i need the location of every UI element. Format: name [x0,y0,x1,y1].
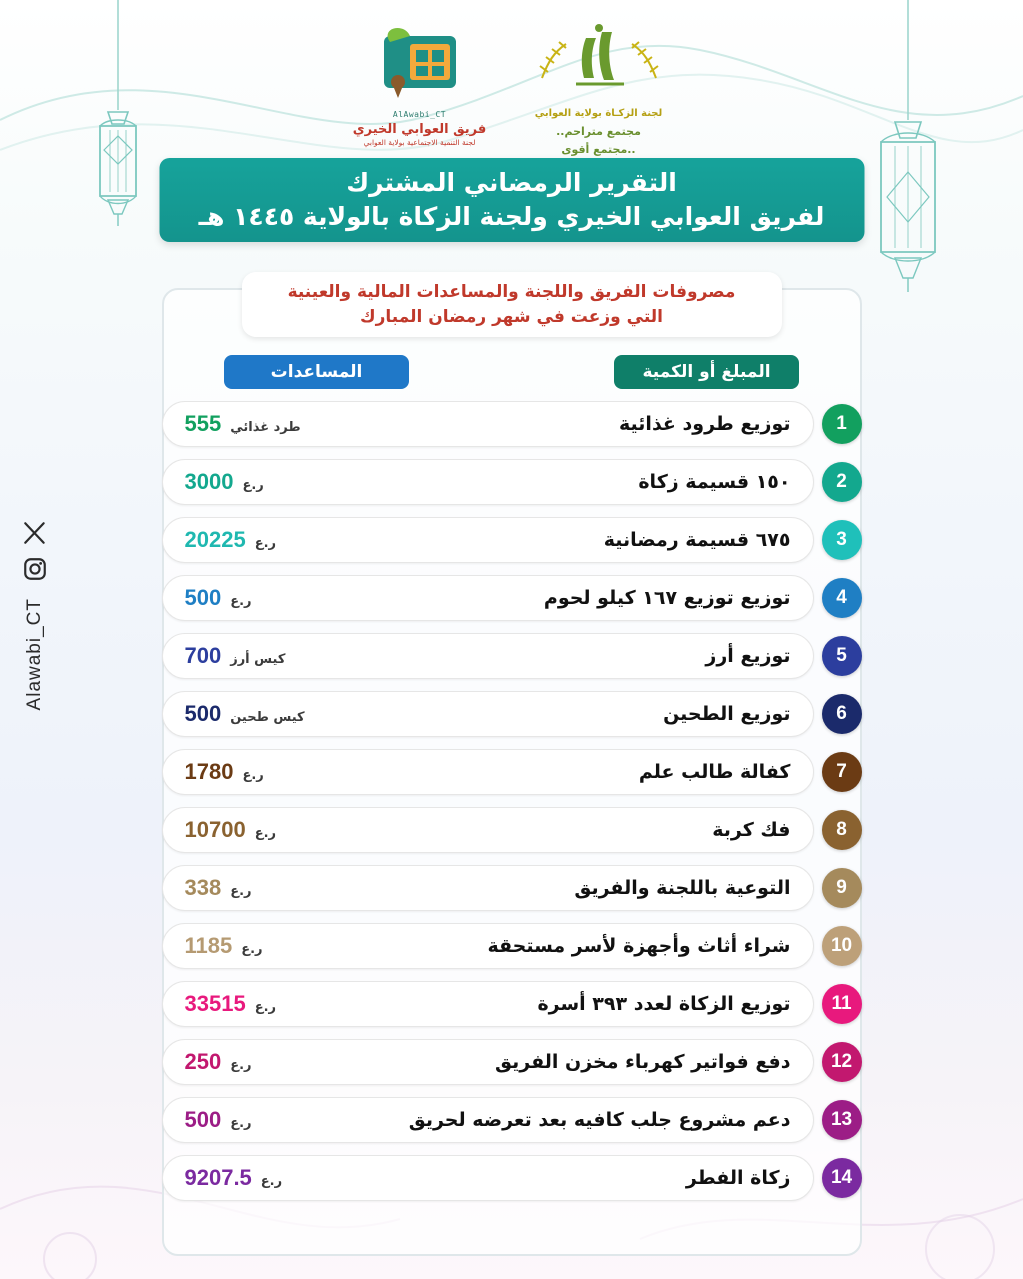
row-quantity-group [185,701,305,727]
row-value: 20225 [184,527,246,552]
row-aid-label: ١٥٠ قسيمة زكاة [638,471,791,493]
row-quantity-group [185,1107,252,1133]
row-number-badge: 11 [822,984,862,1024]
row-number-badge: 4 [822,578,862,618]
row-unit: ر.ع [230,1116,252,1131]
row-number-badge: 9 [822,868,862,908]
row-value: 500 [184,1107,222,1132]
row-pill [162,1155,814,1201]
row-quantity-group [185,875,252,901]
charity-team-logo-icon [350,18,490,104]
row-value: 500 [184,585,222,610]
zakat-committee-name: لجنة الزكـاة بولاية العوابي [534,108,663,119]
row-quantity-group [185,527,277,553]
row-value: 700 [184,643,222,668]
table-row [162,1037,862,1087]
row-number-badge: 5 [822,636,862,676]
row-quantity-group [185,933,263,959]
row-aid-label: توزيع طرود غذائية [619,413,791,435]
row-unit: ر.ع [254,536,276,551]
row-unit: كيس أرز [230,652,286,667]
logo-zakat-committee [524,18,674,157]
row-aid-label: زكاة الفطر [685,1167,791,1189]
table-row [162,979,862,1029]
social-handle: Alawabi_CT [24,598,45,711]
row-unit: ر.ع [230,594,252,609]
row-number-badge: 3 [822,520,862,560]
social-block [22,520,48,710]
row-pill [162,459,814,505]
charity-team-name: فريق العوابي الخيري [352,122,487,137]
table-row [162,921,862,971]
row-pill [162,807,814,853]
row-unit: ر.ع [230,1058,252,1073]
x-twitter-icon[interactable] [22,520,48,546]
report-subtitle [242,272,782,337]
row-quantity-group [185,411,301,437]
row-value: 555 [184,411,222,436]
row-pill [162,865,814,911]
row-number-badge: 6 [822,694,862,734]
row-number-badge: 2 [822,462,862,502]
charity-team-mono-label: AlAwabi_CT [392,110,447,119]
row-pill [162,923,814,969]
row-number-badge: 14 [822,1158,862,1198]
row-pill [162,1097,814,1143]
row-unit: ر.ع [254,1000,276,1015]
row-pill [162,633,814,679]
report-title-banner [159,158,864,242]
row-pill [162,749,814,795]
row-pill [162,575,814,621]
row-pill [162,517,814,563]
zakat-committee-tagline-2: ..مجتمع أقوى [561,142,636,156]
row-quantity-group [185,759,264,785]
row-aid-label: ٦٧٥ قسيمة رمضانية [603,529,791,551]
table-row [162,747,862,797]
report-subtitle-line-1: مصروفات الفريق واللجنة والمساعدات المالية والعينية [287,282,736,302]
table-row [162,805,862,855]
row-quantity-group [185,585,252,611]
row-value: 338 [184,875,222,900]
row-aid-label: فك كربة [712,819,791,841]
row-value: 1780 [184,759,234,784]
row-pill [162,981,814,1027]
row-unit: ر.ع [254,826,276,841]
table-row [162,457,862,507]
row-number-badge: 13 [822,1100,862,1140]
header-logos [0,18,1023,157]
table-row [162,631,862,681]
row-quantity-group [185,469,264,495]
row-aid-label: شراء أثاث وأجهزة لأسر مستحقة [487,935,791,957]
row-number-badge: 8 [822,810,862,850]
row-aid-label: توزيع أرز [705,645,791,667]
report-subtitle-line-2: التي وزعت في شهر رمضان المبارك [360,306,664,327]
table-header-row [162,355,862,389]
row-value: 500 [184,701,222,726]
row-unit: كيس طحين [230,710,305,725]
row-unit: ر.ع [260,1174,283,1189]
row-quantity-group [185,1165,283,1191]
row-quantity-group [185,817,277,843]
row-value: 1185 [184,933,233,958]
row-value: 9207.5 [184,1165,252,1190]
row-unit: ر.ع [230,884,252,899]
row-unit: ر.ع [242,768,264,783]
table-body [162,399,862,1203]
row-aid-label: دعم مشروع جلب كافيه بعد تعرضه لحريق [408,1109,791,1131]
charity-team-subtitle: لجنة التنمية الاجتماعية بولاية العوابي [363,138,476,147]
row-number-badge: 12 [822,1042,862,1082]
row-quantity-group [185,991,277,1017]
table-row [162,1153,862,1203]
report-title-line-1: التقرير الرمضاني المشترك [346,168,677,197]
table-row [162,573,862,623]
zakat-committee-logo-icon [524,18,674,102]
table-row [162,1095,862,1145]
row-number-badge: 7 [822,752,862,792]
row-unit: طرد غذائي [230,420,301,435]
table-row [162,399,862,449]
row-number-badge: 10 [822,926,862,966]
row-value: 10700 [184,817,246,842]
instagram-icon[interactable] [22,556,48,582]
table-row [162,515,862,565]
row-aid-label: كفالة طالب علم [638,761,791,783]
column-header-quantity: المبلغ أو الكمية [614,355,799,389]
row-pill [162,401,814,447]
row-aid-label: دفع فواتير كهرباء مخزن الفريق [495,1051,791,1073]
row-aid-label: توزيع الزكاة لعدد ٣٩٣ أسرة [537,993,791,1015]
zakat-committee-tagline-1: مجتمع متراحم.. [556,124,641,138]
row-value: 250 [184,1049,222,1074]
row-aid-label: التوعية باللجنة والفريق [574,877,791,899]
column-header-aid: المساعدات [224,355,409,389]
row-pill [162,1039,814,1085]
row-aid-label: توزيع توزيع ١٦٧ كيلو لحوم [543,587,791,609]
report-title-line-2: لفريق العوابي الخيري ولجنة الزكاة بالولاية ١٤٤٥ هـ [198,201,825,231]
row-value: 33515 [184,991,246,1016]
row-quantity-group [185,1049,252,1075]
table-row [162,863,862,913]
row-aid-label: توزيع الطحين [663,703,791,725]
row-quantity-group [185,643,286,669]
logo-charity-team [350,18,490,147]
row-value: 3000 [184,469,234,494]
aid-table [162,355,862,1211]
row-pill [162,691,814,737]
row-unit: ر.ع [241,942,263,957]
row-unit: ر.ع [242,478,264,493]
table-row [162,689,862,739]
row-number-badge: 1 [822,404,862,444]
